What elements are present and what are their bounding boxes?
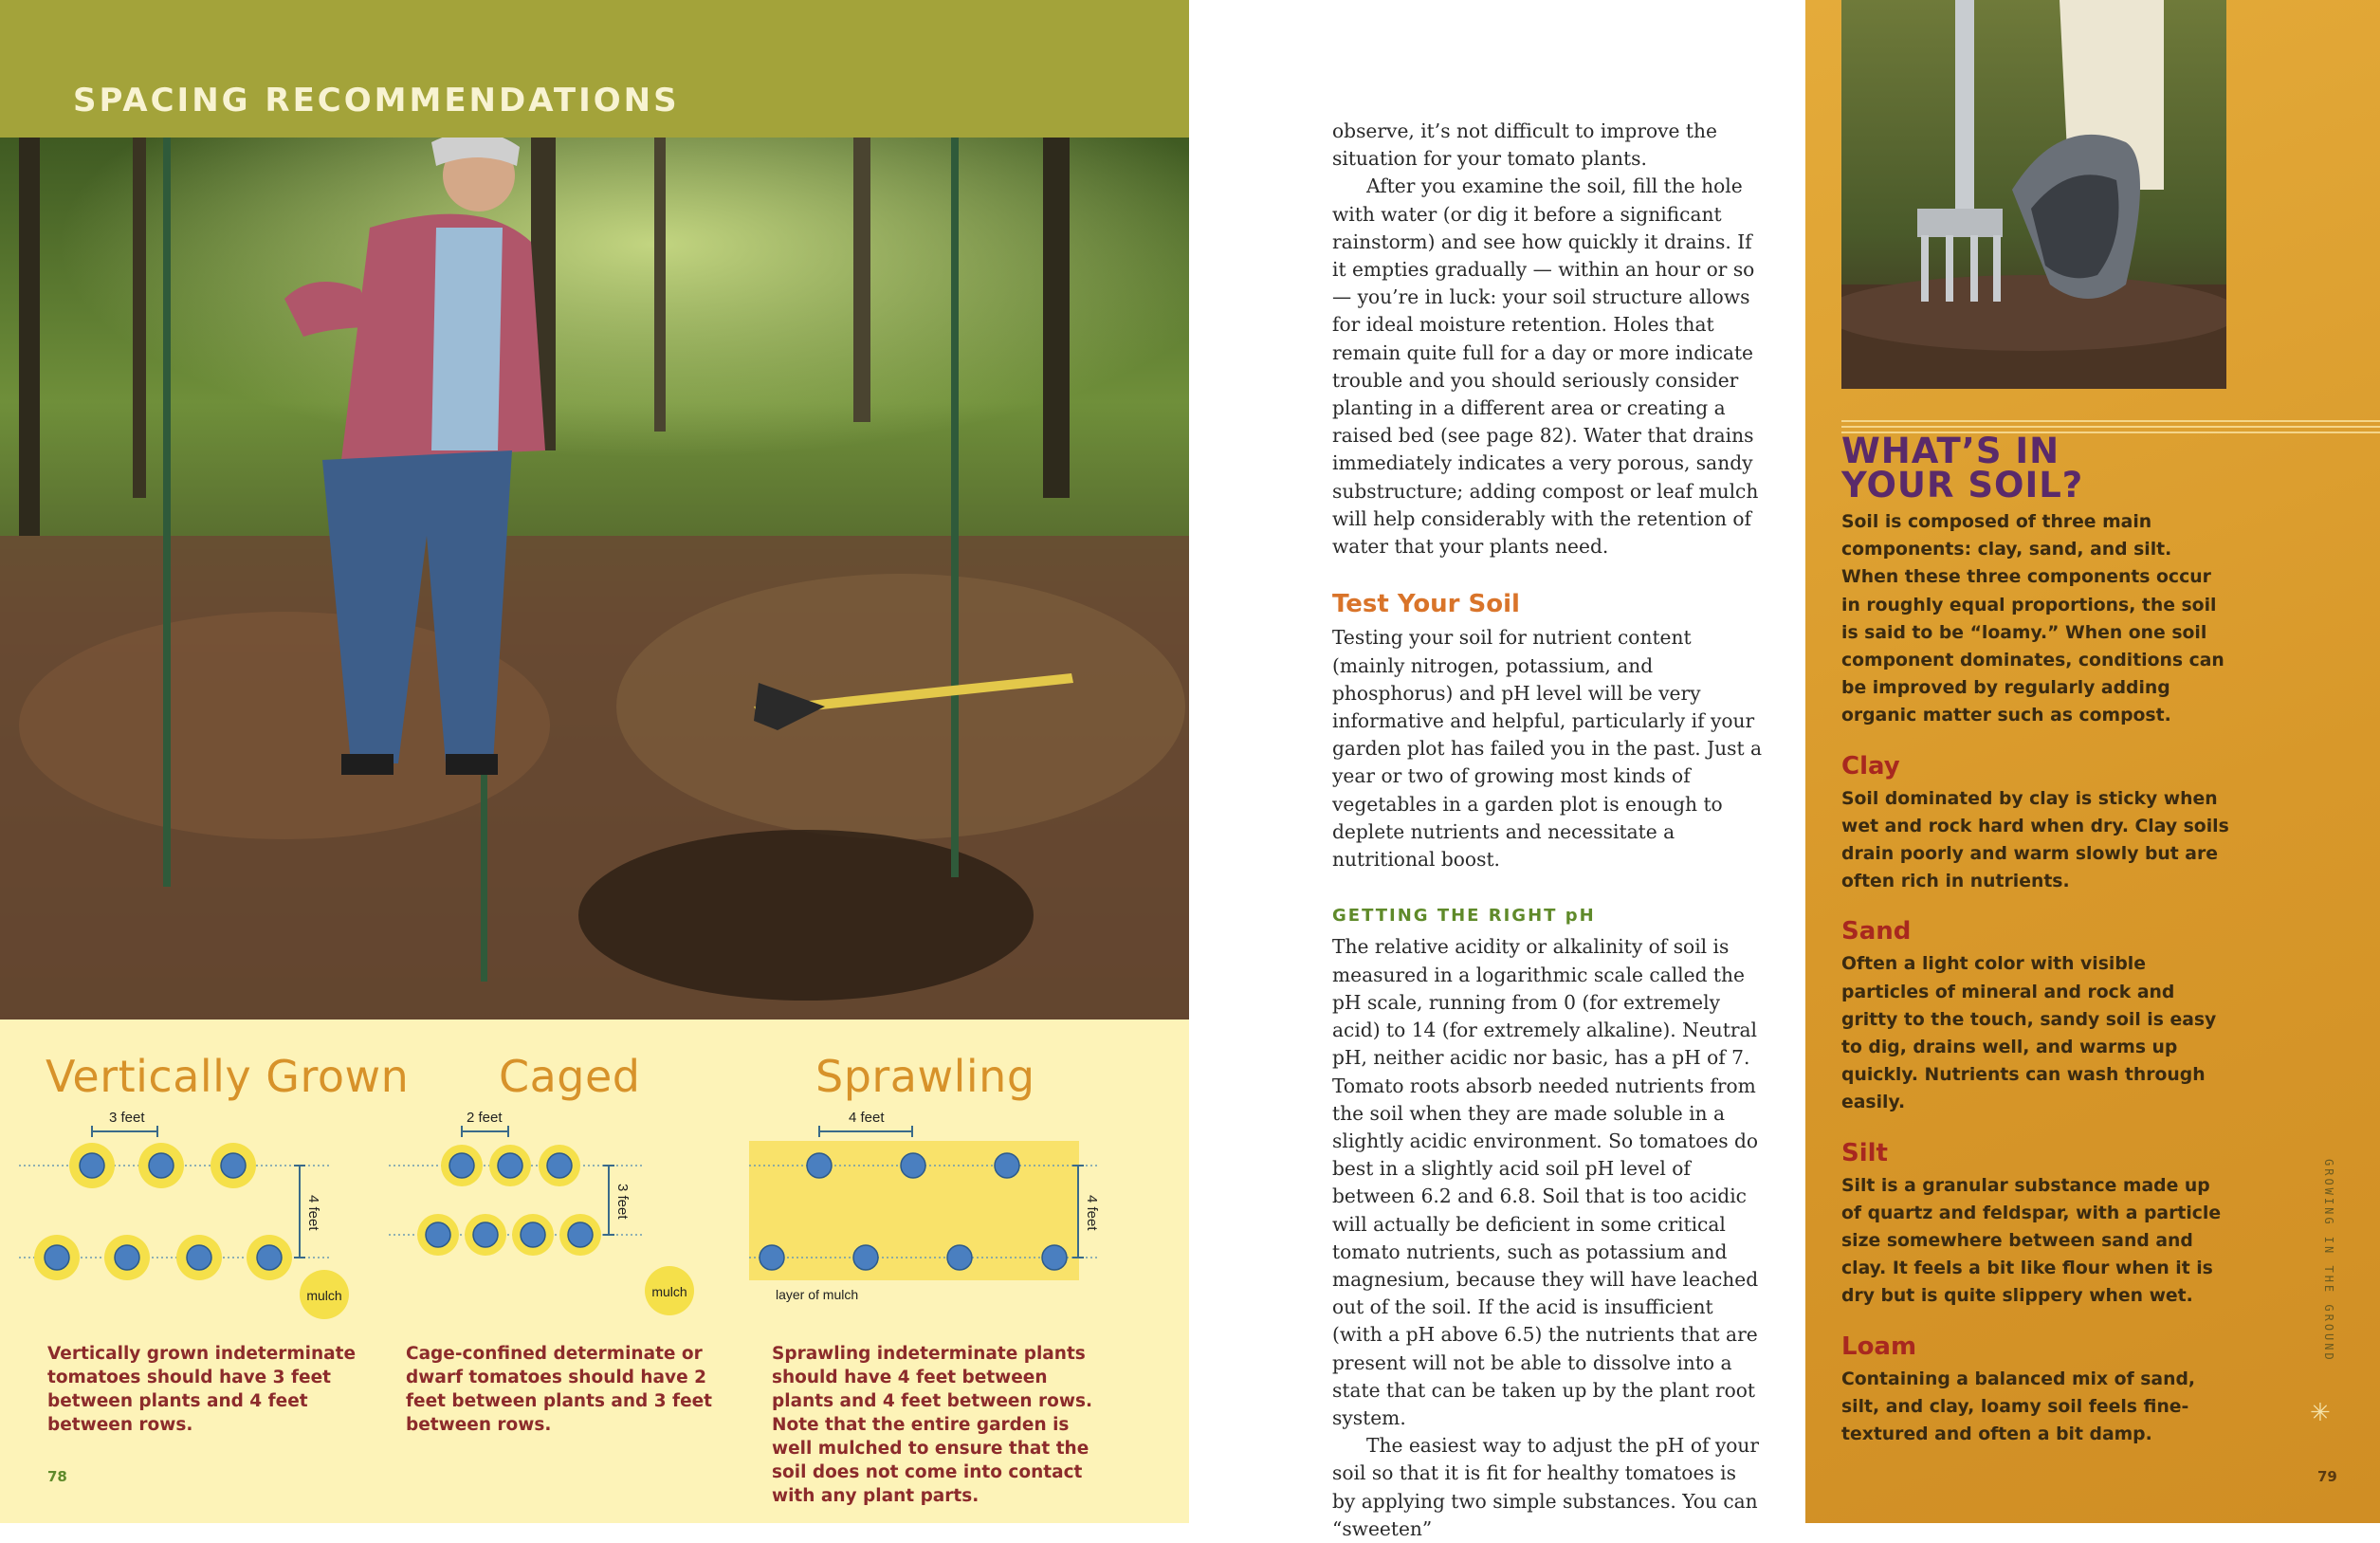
diagram-sprawling-caption: Sprawling indeterminate plants should have 4 feet between plants and 4 feet between rows. Note that the entire garden is well mulched to ensure that the soil does not come into contact with any plant parts. — [772, 1344, 1093, 1506]
page-header-title: SPACING RECOMMENDATIONS — [73, 82, 680, 119]
diagram-sprawling-title: Sprawling — [815, 1051, 1035, 1102]
sidebar-intro: Soil is composed of three main components: clay, sand, and silt. When these three components occur in roughly equal proportions, the soil is said to be “loamy.” When one soil component dominates, conditions can be improved by regularly adding organic matter such as compost. — [1841, 512, 2224, 726]
sidebar-title — [1841, 431, 2084, 505]
body-paragraph: Testing your soil for nutrient content (mainly nitrogen, potassium, and phosphorus) and pH level will be very informative and helpful, particularly if your garden plot has failed you in the past. Just a year or two of growing most kinds of vegetables in a garden plot is enough to deplete nutrients and necessitate a nutritional boost. — [1332, 626, 1763, 872]
sidebar-heading-sand: Sand — [1841, 917, 1912, 946]
left-page — [0, 0, 1189, 1523]
diagram-sprawling-row-spacing: 4 feet — [1084, 1195, 1100, 1231]
diagram-vertical — [19, 1105, 379, 1328]
sidebar-heading-loam: Loam — [1841, 1332, 1917, 1361]
garden-photo — [0, 138, 1189, 1019]
diagram-caged-row-spacing: 3 feet — [614, 1184, 631, 1220]
sidebar-heading-clay: Clay — [1841, 751, 1900, 781]
sidebar-text-clay: Soil dominated by clay is sticky when wet and rock hard when dry. Clay soils drain poorly and warm slowly but are often rich in nutrients. — [1841, 788, 2229, 892]
main-text-column — [1332, 118, 1764, 1543]
diagram-vertical-mulch-badge: mulch — [306, 1288, 342, 1303]
running-head — [2316, 1159, 2335, 1363]
body-paragraph: After you examine the soil, fill the hole with water (or dig it before a significant rainstorm) and see how quickly it drains. If it empties gradually — within an hour or so — you’re in luck: your soil structure allows for ideal moisture retention. Holes that remain quite full for a day or more indicate trouble and you should seriously consider planting in a different area or creating a raised bed (see page 82). Water that drains immediately indicates a very porous, sandy substructure; adding compost or leaf mulch will help considerably with the retention of water that your plants need. — [1332, 175, 1759, 559]
heading-getting-the-right-ph: GETTING THE RIGHT pH — [1332, 906, 1596, 927]
left-page-number: 78 — [47, 1468, 67, 1485]
right-page-number: 79 — [2317, 1468, 2337, 1485]
diagram-caged-title: Caged — [499, 1051, 641, 1102]
diagram-vertical-plant-spacing: 3 feet — [109, 1110, 145, 1126]
sidebar-body — [1841, 508, 2230, 1448]
sidebar-rule — [1841, 420, 2380, 422]
diagram-caged-mulch-badge: mulch — [651, 1284, 687, 1299]
sidebar-rule — [1841, 426, 2380, 428]
sidebar-text-sand: Often a light color with visible particles of mineral and rock and gritty to the touch, sandy soil is easy to dig, drains well, and warms up quickly. Nutrients can wash through easily. — [1841, 954, 2217, 1113]
diagram-caged — [389, 1105, 730, 1328]
diagram-sprawling-plant-spacing: 4 feet — [849, 1110, 885, 1126]
running-head-text: GROWING IN THE GROUND — [2322, 1159, 2335, 1363]
sidebar-heading-silt: Silt — [1841, 1138, 1888, 1167]
snowflake-icon: ✳ — [2310, 1399, 2331, 1427]
sidebar-text-silt: Silt is a granular substance made up of quartz and feldspar, with a particle size somewhere between sand and clay. It feels a bit like flour when it is dry but is quite slippery when wet. — [1841, 1175, 2222, 1307]
sidebar-title-line1: WHAT’S IN — [1841, 431, 2060, 471]
diagram-vertical-caption: Vertically grown indeterminate tomatoes should have 3 feet between plants and 4 feet between rows. — [47, 1344, 357, 1435]
diagram-caged-caption: Cage-confined determinate or dwarf tomatoes should have 2 feet between plants and 3 feet between rows. — [406, 1344, 713, 1435]
sidebar-title-line2: YOUR SOIL? — [1841, 465, 2084, 505]
diagram-caged-plant-spacing: 2 feet — [467, 1110, 503, 1126]
body-paragraph: The easiest way to adjust the pH of your soil so that it is fit for healthy tomatoes is by applying two simple substances. You can “sweeten” — [1332, 1434, 1760, 1540]
diagram-vertical-row-spacing: 4 feet — [305, 1195, 321, 1231]
boot-fork-photo — [1841, 0, 2226, 389]
heading-test-your-soil: Test Your Soil — [1332, 590, 1520, 619]
diagram-vertical-title: Vertically Grown — [46, 1051, 410, 1102]
body-paragraph: observe, it’s not difficult to improve the situation for your tomato plants. — [1332, 119, 1717, 171]
sidebar-text-loam: Containing a balanced mix of sand, silt, and clay, loamy soil feels fine-textured and often a bit damp. — [1841, 1368, 2196, 1445]
body-paragraph: The relative acidity or alkalinity of soil is measured in a logarithmic scale called the pH scale, running from 0 (for extremely acid) to 14 (for extremely alkaline). Neutral pH, neither acidic nor basic, has a pH of 7. Tomato roots absorb needed nutrients from the soil when they are made soluble in a slightly acidic environment. So tomatoes do best in a slightly acid soil pH level of between 6.2 and 6.8. Soil that is too acidic will actually be deficient in some critical tomato nutrients, such as potassium and magnesium, because they will have leached out of the soil. If the acid is insufficient (with a pH above 6.5) the nutrients that are present will not be able to dissolve into a state that can be taken up by the plant root system. — [1332, 935, 1759, 1429]
diagram-sprawling — [749, 1105, 1128, 1328]
diagram-sprawling-mulch-label: layer of mulch — [776, 1287, 859, 1302]
